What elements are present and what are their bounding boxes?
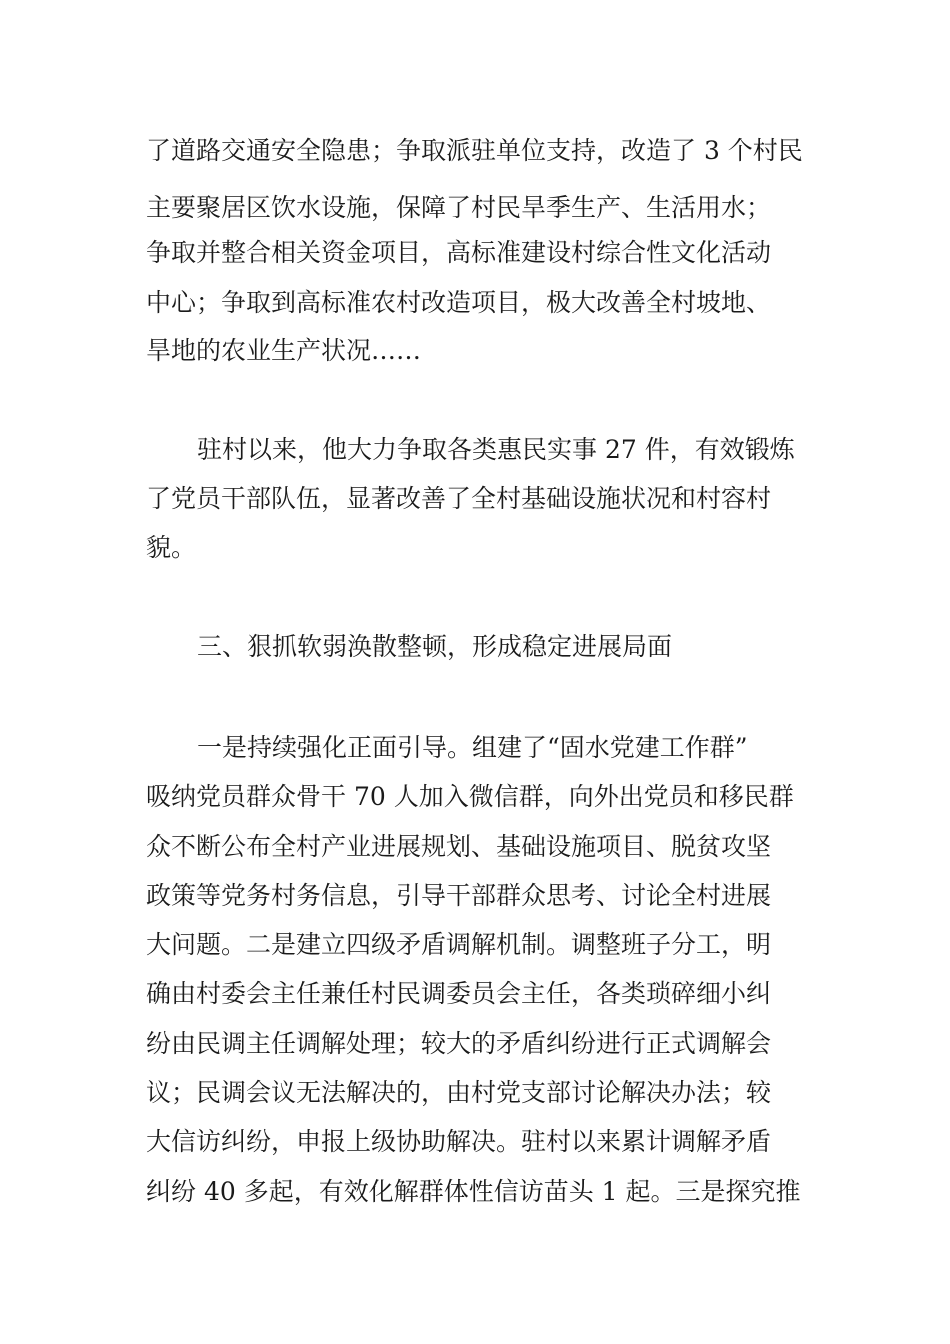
paragraph-3-line-9: 大信访纠纷，申报上级协助解决。驻村以来累计调解矛盾	[146, 1127, 772, 1156]
paragraph-3-line-6: 确由村委会主任兼任村民调委员会主任，各类琐碎细小纠	[146, 979, 772, 1008]
paragraph-1-line-3: 争取并整合相关资金项目，高标准建设村综合性文化活动	[146, 238, 772, 267]
paragraph-2-line-1: 驻村以来，他大力争取各类惠民实事 27 件，有效锻炼	[197, 435, 795, 464]
paragraph-3-line-5: 大问题。二是建立四级矛盾调解机制。调整班子分工，明	[146, 930, 772, 959]
paragraph-3-line-4: 政策等党务村务信息，引导干部群众思考、讨论全村进展	[146, 881, 772, 910]
paragraph-3-line-7: 纷由民调主任调解处理；较大的矛盾纠纷进行正式调解会	[146, 1029, 772, 1058]
paragraph-3-line-3: 众不断公布全村产业进展规划、基础设施项目、脱贫攻坚	[146, 832, 772, 861]
paragraph-1-line-1: 了道路交通安全隐患；争取派驻单位支持，改造了 3 个村民	[146, 136, 803, 165]
paragraph-3-line-10: 纠纷 40 多起，有效化解群体性信访苗头 1 起。三是探究推	[146, 1177, 801, 1206]
paragraph-3-line-8: 议；民调会议无法解决的，由村党支部讨论解决办法；较	[146, 1078, 772, 1107]
section-heading: 三、狠抓软弱涣散整顿，形成稳定进展局面	[197, 632, 673, 661]
paragraph-2-line-2: 了党员干部队伍，显著改善了全村基础设施状况和村容村	[146, 484, 772, 513]
paragraph-1-line-2: 主要聚居区饮水设施，保障了村民旱季生产、生活用水；	[146, 193, 772, 222]
paragraph-3-line-2: 吸纳党员群众骨干 70 人加入微信群，向外出党员和移民群	[146, 782, 794, 811]
paragraph-2-line-3: 貌。	[146, 533, 197, 562]
paragraph-3-line-1: 一是持续强化正面引导。组建了“固水党建工作群”	[197, 733, 748, 762]
paragraph-1-line-5: 旱地的农业生产状况……	[146, 336, 422, 365]
paragraph-1-line-4: 中心；争取到高标准农村改造项目，极大改善全村坡地、	[146, 288, 772, 317]
